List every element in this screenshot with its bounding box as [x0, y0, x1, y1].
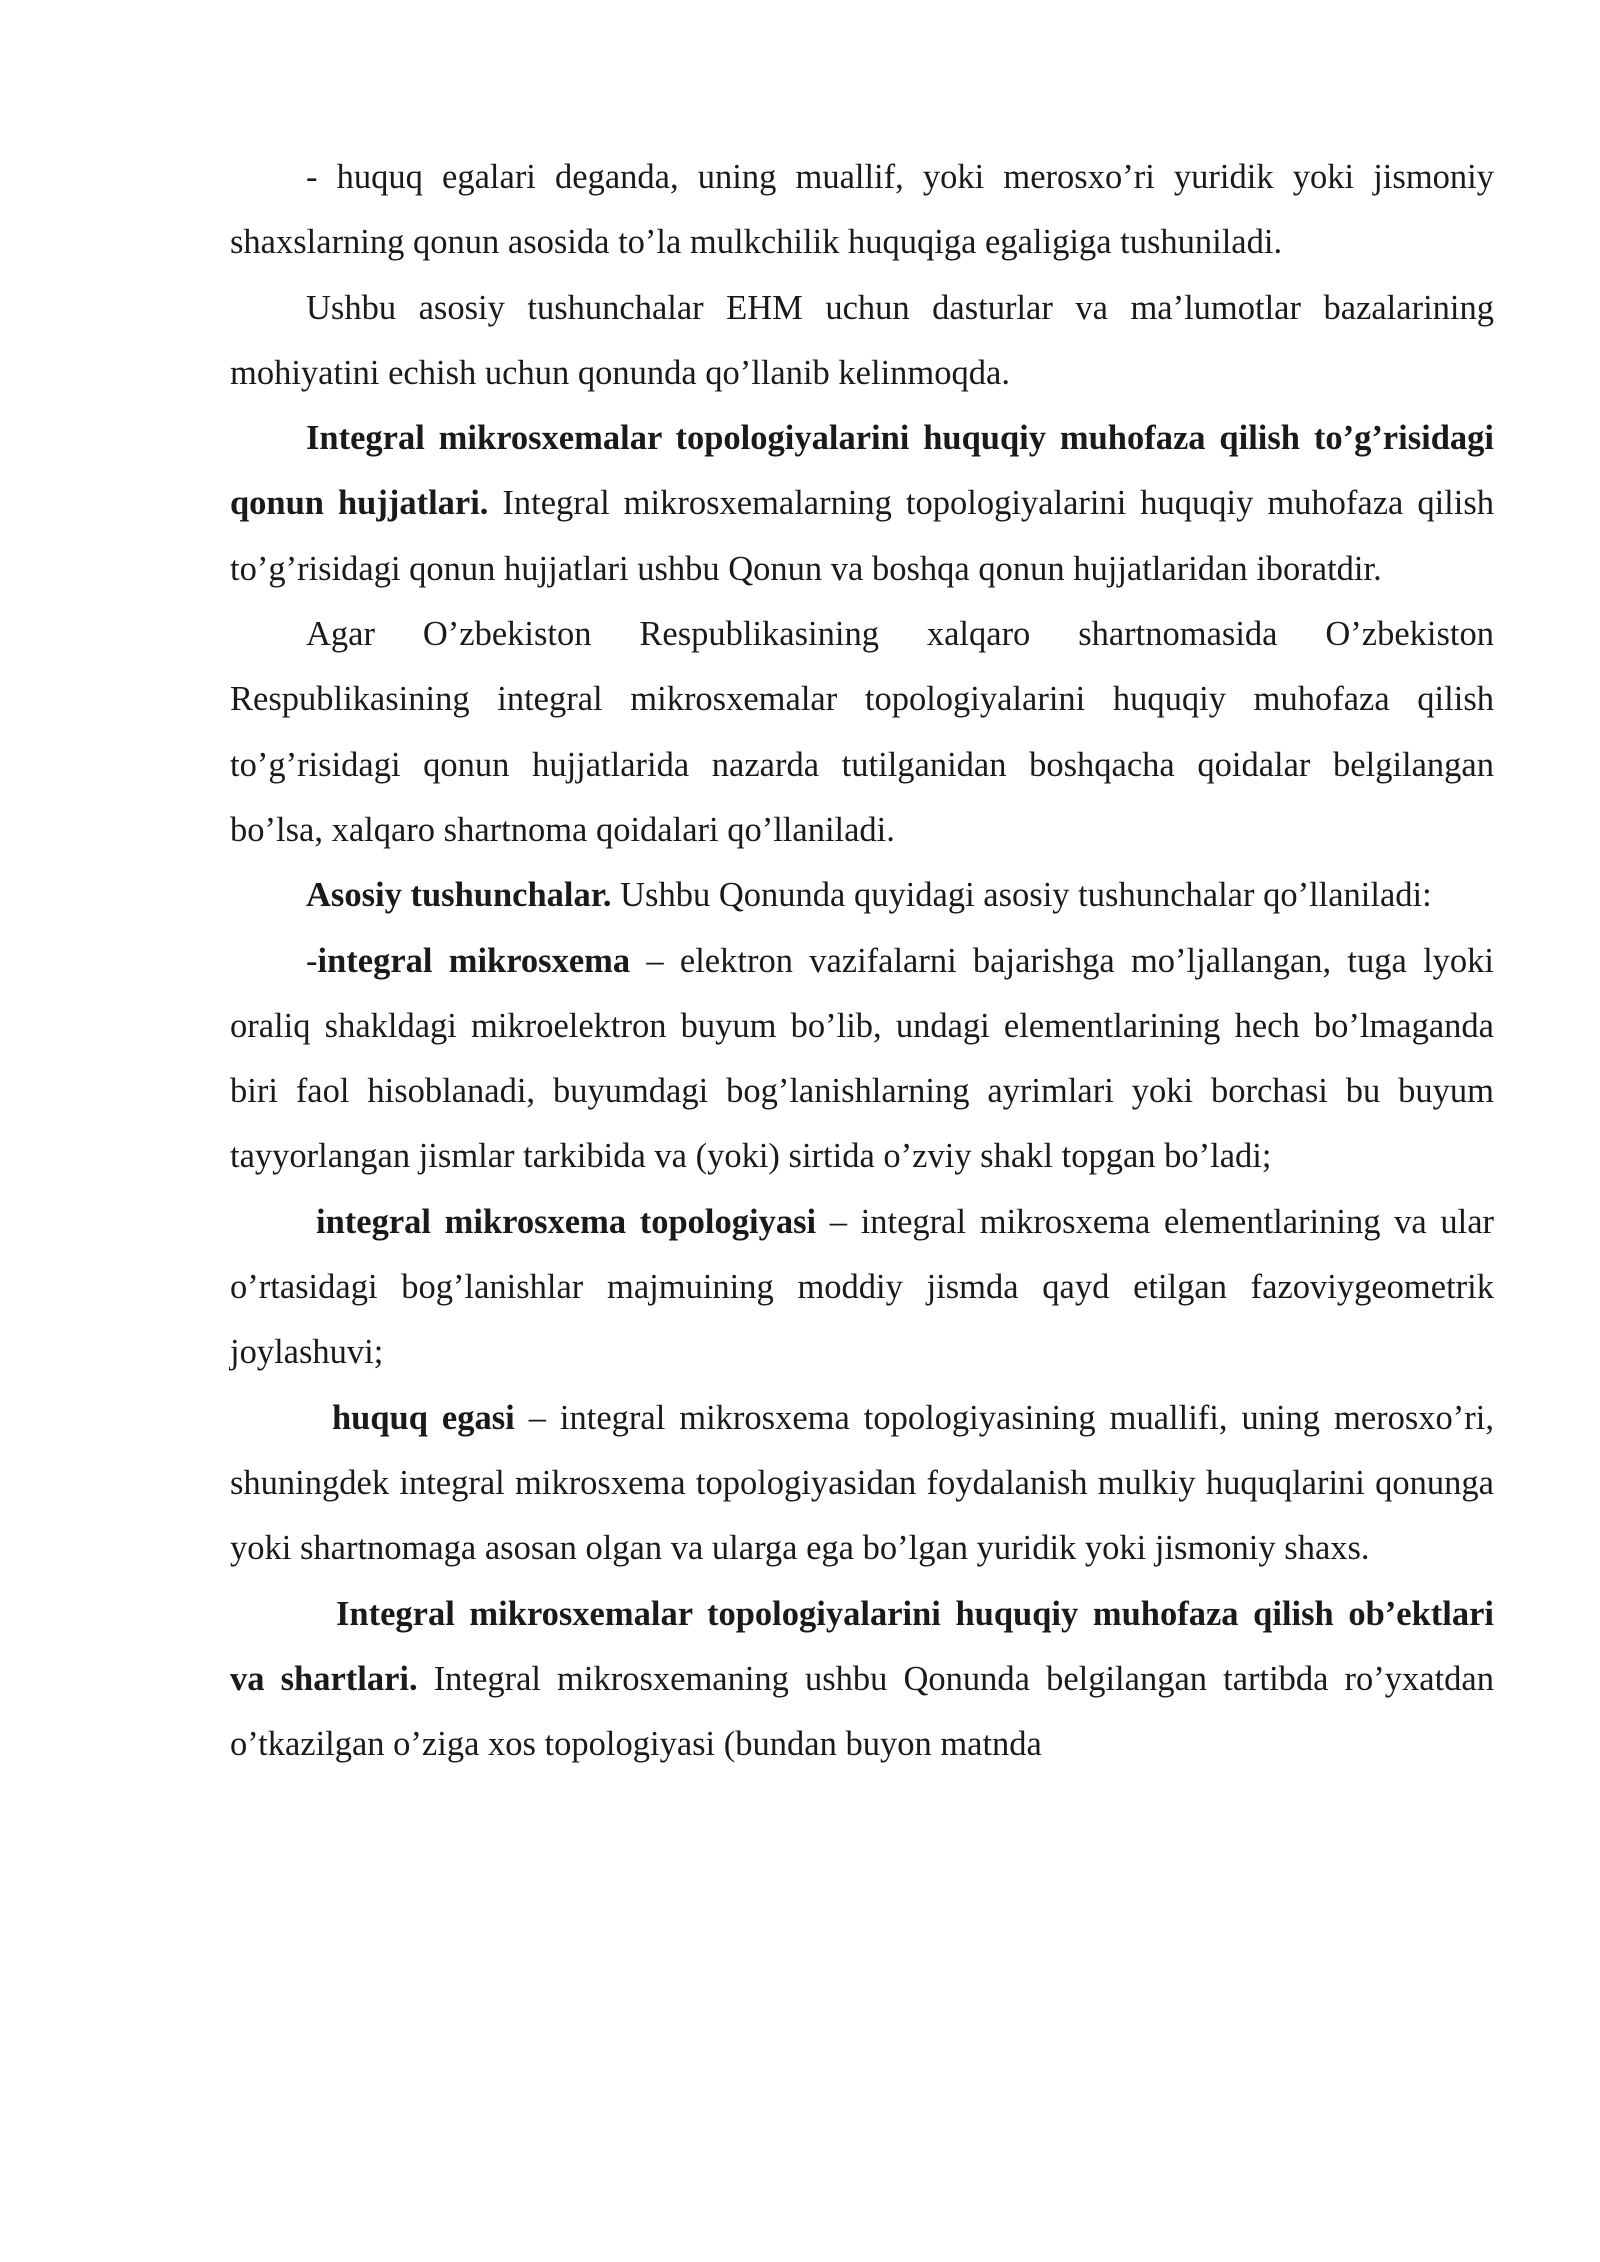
- paragraph-rights-holders-definition: [230, 145, 1494, 276]
- paragraph-text: Integral mikrosxemalarning topologiyalarini huquqiy muhofaza qilish to’g’risidagi qonun hujjatlari ushbu Qonun va boshqa qonun hujjatlaridan iboratdir.: [230, 484, 1494, 588]
- list-dash: -: [306, 941, 318, 980]
- paragraph-basic-concepts: [230, 863, 1494, 928]
- definition-topology: [230, 1190, 1494, 1386]
- paragraph-text: Ushbu asosiy tushunchalar EHM uchun dasturlar va ma’lumotlar bazalarining mohiyatini echish uchun qonunda qo’llanib kelinmoqda.: [230, 288, 1494, 392]
- paragraph-text: Agar O’zbekiston Respublikasining xalqaro shartnomasida O’zbekiston Respublikasining integral mikrosxemalar topologiyalarini huquqiy muhofaza qilish to’g’risidagi qonun hujjatlarida nazarda tutilganidan boshqacha qoidalar belgilangan bo’lsa, xalqaro shartnoma qoidalari qo’llaniladi.: [230, 615, 1494, 849]
- definition-text: – integral mikrosxema topologiyasining muallifi, uning merosxo’ri, shuningdek integral mikrosxema topologiyasidan foydalanish mulkiy huquqlarini qonunga yoki shartnomaga asosan olgan va ularga ega bo’lgan yuridik yoki jismoniy shaxs.: [230, 1398, 1494, 1568]
- definition-term: integral mikrosxema: [317, 941, 631, 980]
- paragraph-basic-concepts-usage: [230, 276, 1494, 407]
- section-heading: Integral mikrosxemalar topologiyalarini huquqiy muhofaza qilish to’g’risidagi qonun hujjatlari.: [230, 419, 1494, 523]
- definition-term: huquq egasi: [332, 1398, 515, 1437]
- section-heading: Asosiy tushunchalar.: [306, 876, 612, 915]
- paragraph-international-treaty: [230, 602, 1494, 863]
- paragraph-text: Integral mikrosxemaning ushbu Qonunda belgilangan tartibda ro’yxatdan o’tkazilgan o’ziga xos topologiyasi (bundan buyon matnda: [230, 1659, 1494, 1764]
- paragraph-text: - huquq egalari deganda, uning muallif, yoki merosxo’ri yuridik yoki jismoniy shaxslarning qonun asosida to’la mulkchilik huquqiga egaligiga tushuniladi.: [230, 158, 1494, 262]
- definition-term: integral mikrosxema topologiyasi: [316, 1202, 817, 1241]
- definition-integral-microcircuit: [230, 929, 1494, 1190]
- section-heading: Integral mikrosxemalar topologiyalarini huquqiy muhofaza qilish ob’ektlari va shartlari.: [230, 1594, 1494, 1698]
- document-body: [230, 145, 1494, 1777]
- definition-rights-holder: [230, 1386, 1494, 1582]
- definition-text: – elektron vazifalarni bajarishga mo’ljallangan, tuga lyoki oraliq shakldagi mikroelektron buyum bo’lib, undagi elementlarining hech bo’lmaganda biri faol hisoblanadi, buyumdagi bog’lanishlarning ayrimlari yoki borchasi bu buyum tayyorlangan jismlar tarkibida va (yoki) sirtida o’zviy shakl topgan bo’ladi;: [230, 941, 1494, 1176]
- definition-text: – integral mikrosxema elementlarining va ular o’rtasidagi bog’lanishlar majmuining moddiy jismda qayd etilgan fazoviygeometrik joylashuvi;: [230, 1202, 1494, 1372]
- paragraph-protection-objects: [230, 1582, 1494, 1778]
- paragraph-text: Ushbu Qonunda quyidagi asosiy tushunchalar qo’llaniladi:: [611, 876, 1432, 915]
- paragraph-legislation: [230, 406, 1494, 602]
